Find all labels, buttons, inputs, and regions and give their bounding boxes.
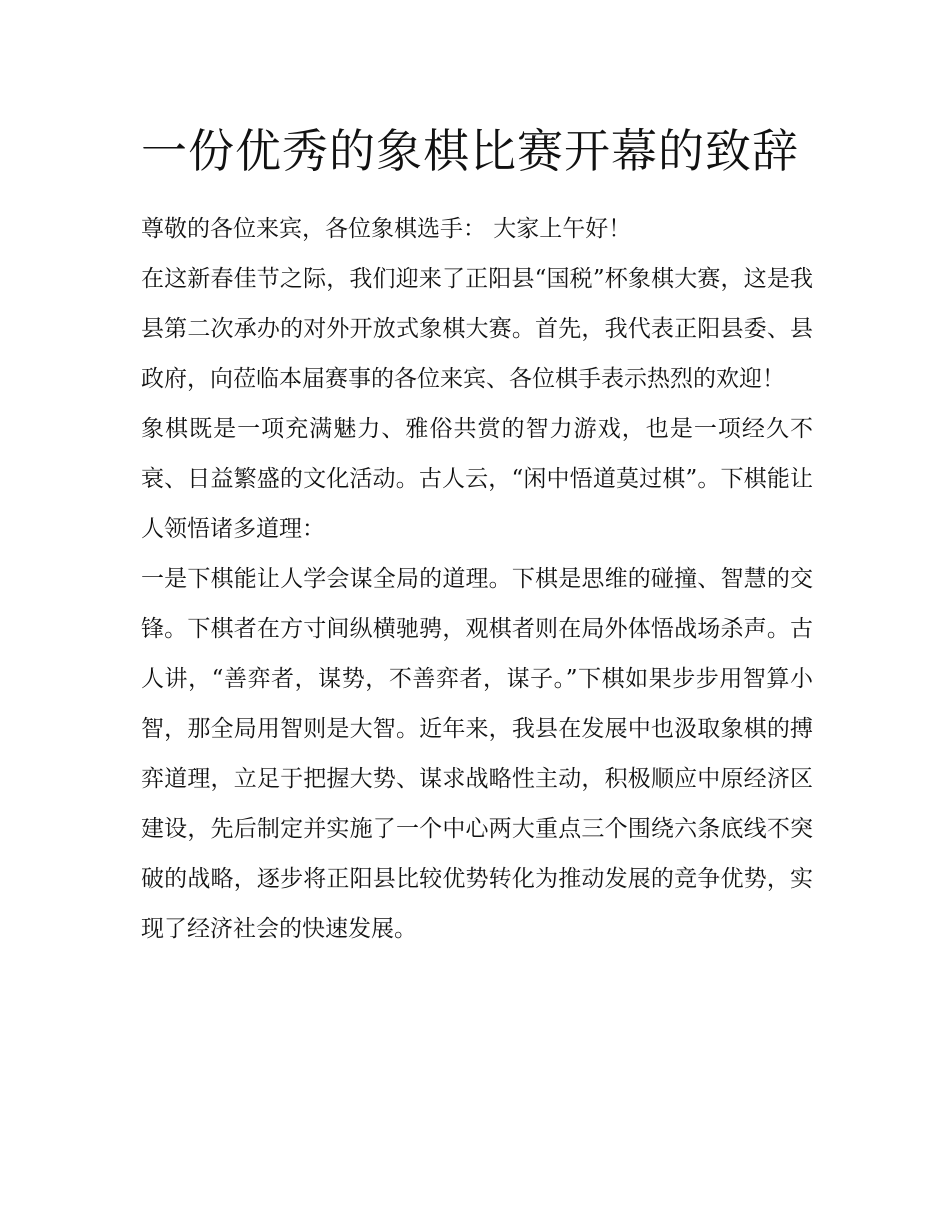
paragraph-welcome: 在这新春佳节之际，我们迎来了正阳县“国税”杯象棋大赛，这是我县第二次承办的对外开放式象棋大赛。首先，我代表正阳县委、县政府，向莅临本届赛事的各位来宾、各位棋手表示热烈的欢迎！ [141,266,813,392]
paragraph-greeting: 尊敬的各位来宾，各位象棋选手： 大家上午好！ [141,216,632,242]
paragraph-strategy: 一是下棋能让人学会谋全局的道理。下棋是思维的碰撞、智慧的交锋。下棋者在方寸间纵横驰骋，观棋者则在局外体悟战场杀声。古人讲，“善弈者，谋势，不善弈者，谋子。”下棋如果步步用智算小智，那全局用智则是大智。近年来，我县在发展中也汲取象棋的搏弈道理，立足于把握大势、谋求战略性主动，积极顺应中原经济区建设，先后制定并实施了一个中心两大重点三个围绕六条底线不突破的战略，逐步将正阳县比较优势转化为推动发展的竞争优势，实现了经济社会的快速发展。 [141,566,813,942]
paragraph-chess-intro: 象棋既是一项充满魅力、雅俗共赏的智力游戏，也是一项经久不衰、日益繁盛的文化活动。古人云，“闲中悟道莫过棋”。下棋能让人领悟诸多道理： [141,416,813,542]
document-title: 一份优秀的象棋比赛开幕的致辞 [141,124,799,178]
document-body [141,118,813,954]
